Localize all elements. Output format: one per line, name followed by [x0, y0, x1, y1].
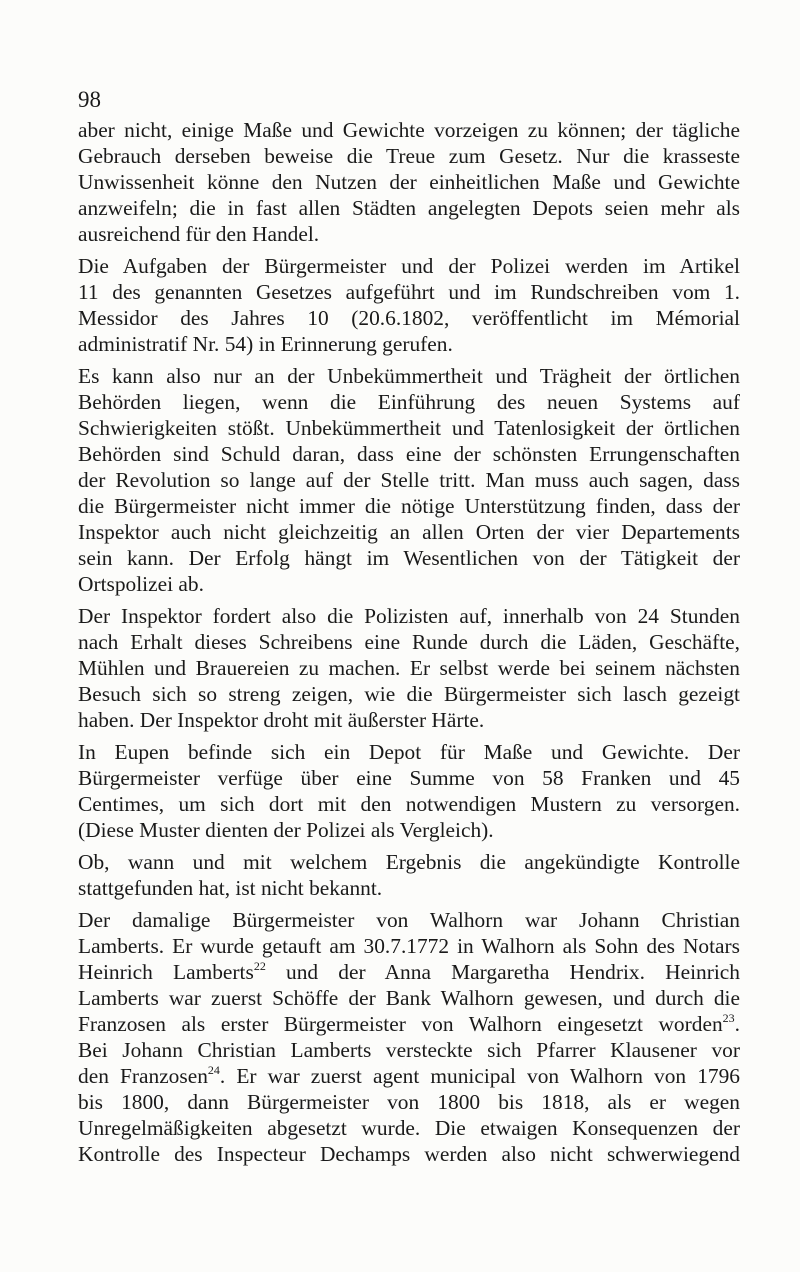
- text-line: Messidor des Jahres 10 (20.6.1802, veröffentlicht im Mémorial: [78, 306, 740, 330]
- text-line: nach Erhalt dieses Schreibens eine Runde durch die Läden, Geschäfte,: [78, 630, 740, 654]
- text-line: Heinrich Lamberts$^{22}$ und der Anna Margaretha Hendrix. Heinrich: [78, 958, 740, 984]
- text-line: Besuch sich so streng zeigen, wie die Bürgermeister sich lasch gezeigt: [78, 682, 740, 706]
- text-line: Lamberts war zuerst Schöffe der Bank Walhorn gewesen, und durch die: [78, 986, 740, 1010]
- text-line: anzweifeln; die in fast allen Städten angelegten Depots seien mehr als: [78, 196, 740, 220]
- paragraph: [78, 907, 740, 1167]
- text-line: Ob, wann und mit welchem Ergebnis die angekündigte Kontrolle: [78, 850, 740, 874]
- text-line: ausreichend für den Handel.: [78, 222, 320, 246]
- text-line: Centimes, um sich dort mit den notwendigen Mustern zu versorgen.: [78, 792, 740, 816]
- text-line: Ortspolizei ab.: [78, 572, 204, 596]
- text-line: Es kann also nur an der Unbekümmertheit und Trägheit der örtlichen: [78, 364, 740, 388]
- text-line: In Eupen befinde sich ein Depot für Maße und Gewichte. Der: [78, 740, 740, 764]
- text-line: der Revolution so lange auf der Stelle tritt. Man muss auch sagen, dass: [78, 468, 740, 492]
- text-line: die Bürgermeister nicht immer die nötige Unterstützung finden, dass der: [78, 494, 740, 518]
- text-line: Behörden liegen, wenn die Einführung des neuen Systems auf: [78, 390, 740, 414]
- text-line: Gebrauch derseben beweise die Treue zum Gesetz. Nur die krasseste: [78, 144, 740, 168]
- text-line: Die Aufgaben der Bürgermeister und der Polizei werden im Artikel: [78, 254, 740, 278]
- text-line: (Diese Muster dienten der Polizei als Vergleich).: [78, 818, 494, 842]
- text-line: Inspektor auch nicht gleichzeitig an allen Orten der vier Departements: [78, 520, 740, 544]
- paragraph: [78, 363, 740, 597]
- text-line: haben. Der Inspektor droht mit äußerster Härte.: [78, 708, 485, 732]
- text-line: Der Inspektor fordert also die Polizisten auf, innerhalb von 24 Stunden: [78, 604, 740, 628]
- footnote-marker: 24: [207, 1062, 220, 1077]
- text-line: Unwissenheit könne den Nutzen der einheitlichen Maße und Gewichte: [78, 170, 740, 194]
- paragraph: [78, 739, 740, 843]
- body-text: [78, 117, 740, 1167]
- footnote-marker: 22: [253, 958, 266, 973]
- text-line: sein kann. Der Erfolg hängt im Wesentlichen von der Tätigkeit der: [78, 546, 740, 570]
- text-line: Behörden sind Schuld daran, dass eine der schönsten Errungenschaften: [78, 442, 740, 466]
- paragraph: [78, 849, 740, 901]
- page-number: 98: [78, 87, 101, 112]
- text-line: Der damalige Bürgermeister von Walhorn war Johann Christian: [78, 908, 740, 932]
- text-line: Mühlen und Brauereien zu machen. Er selbst werde bei seinem nächsten: [78, 656, 740, 680]
- text-line: Schwierigkeiten stößt. Unbekümmertheit und Tatenlosigkeit der örtlichen: [78, 416, 740, 440]
- text-line: aber nicht, einige Maße und Gewichte vorzeigen zu können; der tägliche: [78, 118, 740, 142]
- text-line: Unregelmäßigkeiten abgesetzt wurde. Die etwaigen Konsequenzen der: [78, 1116, 740, 1140]
- text-line: Bei Johann Christian Lamberts versteckte sich Pfarrer Klausener vor: [78, 1038, 740, 1062]
- text-line: Bürgermeister verfüge über eine Summe von 58 Franken und 45: [78, 766, 740, 790]
- paragraph: [78, 253, 740, 357]
- paragraph: [78, 117, 740, 247]
- text-line: stattgefunden hat, ist nicht bekannt.: [78, 876, 383, 900]
- footnote-marker: 23: [722, 1010, 735, 1025]
- paragraph: [78, 603, 740, 733]
- text-line: Kontrolle des Inspecteur Dechamps werden also nicht schwerwiegend: [78, 1142, 740, 1166]
- text-line: administratif Nr. 54) in Erinnerung gerufen.: [78, 332, 453, 356]
- text-line: Franzosen als erster Bürgermeister von Walhorn eingesetzt worden$^{23}$.: [78, 1010, 740, 1036]
- text-line: Lamberts. Er wurde getauft am 30.7.1772 in Walhorn als Sohn des Notars: [78, 934, 740, 958]
- text-line: den Franzosen$^{24}$. Er war zuerst agent municipal von Walhorn von 1796: [78, 1062, 740, 1088]
- text-line: bis 1800, dann Bürgermeister von 1800 bis 1818, als er wegen: [78, 1090, 740, 1114]
- text-line: 11 des genannten Gesetzes aufgeführt und im Rundschreiben vom 1.: [78, 280, 740, 304]
